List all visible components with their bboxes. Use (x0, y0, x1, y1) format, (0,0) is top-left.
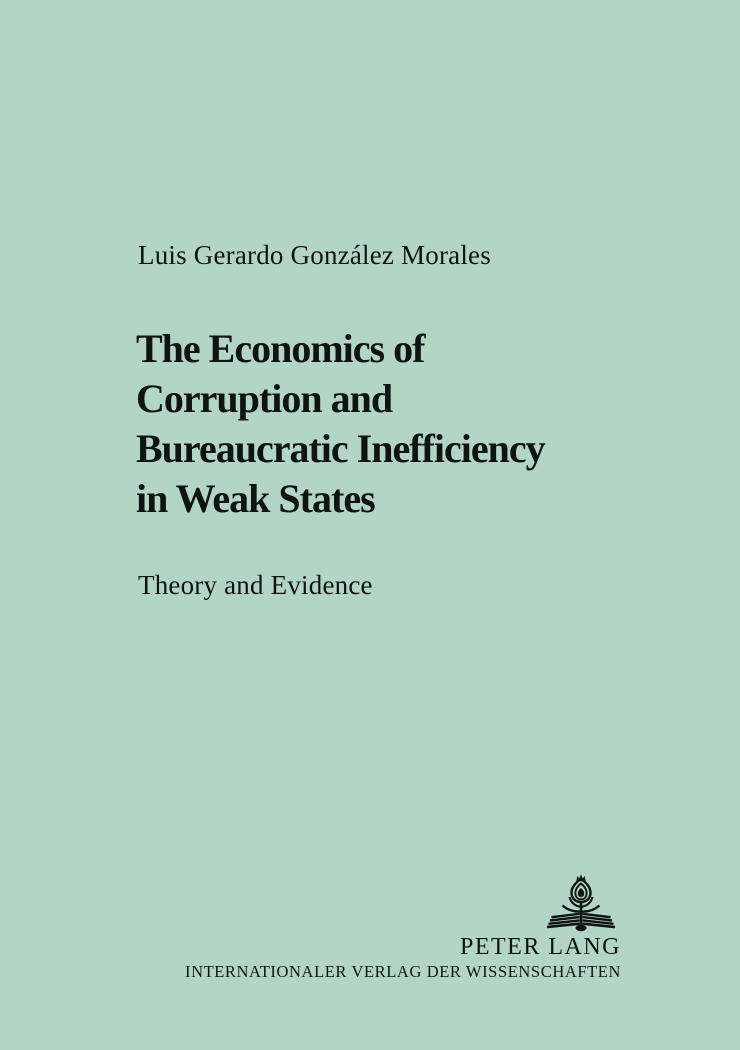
title-line-1: The Economics of (136, 326, 425, 371)
title-line-4: in Weak States (136, 476, 375, 521)
author-name: Luis Gerardo González Morales (138, 240, 491, 270)
book-subtitle: Theory and Evidence (138, 570, 373, 600)
book-title (136, 324, 545, 524)
title-line-2: Corruption and (136, 376, 393, 421)
publisher-name: PETER LANG (460, 934, 621, 960)
publisher-block (185, 874, 621, 981)
publisher-tagline: INTERNATIONALER VERLAG DER WISSENSCHAFTEN (184, 962, 621, 981)
peter-lang-tulip-book-logo-icon (543, 874, 619, 932)
title-line-3: Bureaucratic Inefficiency (136, 426, 545, 471)
